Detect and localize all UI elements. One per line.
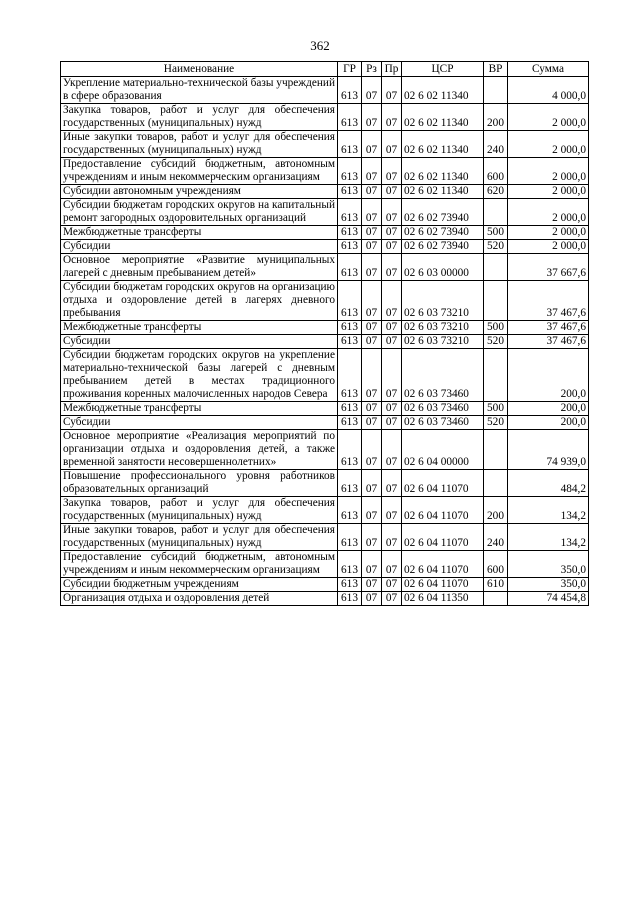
cell-pr: 07 (382, 321, 402, 335)
table-row (61, 349, 589, 402)
cell-pr: 07 (382, 281, 402, 321)
cell-name: Межбюджетные трансферты (61, 402, 338, 416)
table-row (61, 321, 589, 335)
cell-name: Субсидии бюджетам городских округов на капитальный ремонт загородных оздоровительных организаций (61, 199, 338, 226)
cell-gr: 613 (338, 77, 362, 104)
cell-vr: 620 (484, 185, 508, 199)
table-row (61, 199, 589, 226)
cell-pr: 07 (382, 199, 402, 226)
cell-rz: 07 (362, 578, 382, 592)
cell-csr: 02 6 03 73460 (402, 349, 484, 402)
cell-gr: 613 (338, 551, 362, 578)
cell-csr: 02 6 02 73940 (402, 240, 484, 254)
cell-sum: 350,0 (508, 551, 589, 578)
table-row (61, 470, 589, 497)
page-number: 362 (310, 38, 330, 53)
table-row (61, 281, 589, 321)
cell-gr: 613 (338, 254, 362, 281)
column-header-pr: Пр (382, 62, 402, 77)
cell-rz: 07 (362, 416, 382, 430)
cell-sum: 37 467,6 (508, 321, 589, 335)
cell-vr (484, 349, 508, 402)
cell-sum: 484,2 (508, 470, 589, 497)
cell-vr (484, 199, 508, 226)
cell-vr (484, 592, 508, 606)
cell-vr (484, 430, 508, 470)
cell-vr: 500 (484, 402, 508, 416)
cell-vr: 200 (484, 497, 508, 524)
cell-vr: 520 (484, 335, 508, 349)
cell-gr: 613 (338, 349, 362, 402)
cell-gr: 613 (338, 199, 362, 226)
table-row (61, 402, 589, 416)
cell-rz: 07 (362, 226, 382, 240)
table-row (61, 104, 589, 131)
cell-gr: 613 (338, 185, 362, 199)
cell-gr: 613 (338, 335, 362, 349)
cell-rz: 07 (362, 335, 382, 349)
table-row (61, 430, 589, 470)
cell-pr: 07 (382, 185, 402, 199)
cell-name: Предоставление субсидий бюджетным, автономным учреждениям и иным некоммерческим организациям (61, 551, 338, 578)
cell-sum: 4 000,0 (508, 77, 589, 104)
cell-csr: 02 6 03 73210 (402, 281, 484, 321)
cell-gr: 613 (338, 158, 362, 185)
cell-pr: 07 (382, 254, 402, 281)
cell-gr: 613 (338, 524, 362, 551)
cell-name: Повышение профессионального уровня работников образовательных организаций (61, 470, 338, 497)
cell-vr: 500 (484, 321, 508, 335)
cell-rz: 07 (362, 131, 382, 158)
cell-name: Субсидии (61, 240, 338, 254)
cell-name: Субсидии бюджетным учреждениям (61, 578, 338, 592)
cell-vr: 600 (484, 551, 508, 578)
cell-rz: 07 (362, 430, 382, 470)
cell-pr: 07 (382, 416, 402, 430)
cell-rz: 07 (362, 199, 382, 226)
cell-sum: 37 467,6 (508, 335, 589, 349)
cell-sum: 200,0 (508, 416, 589, 430)
cell-rz: 07 (362, 497, 382, 524)
cell-sum: 37 467,6 (508, 281, 589, 321)
cell-sum: 134,2 (508, 497, 589, 524)
cell-name: Закупка товаров, работ и услуг для обеспечения государственных (муниципальных) нужд (61, 497, 338, 524)
column-header-sum: Сумма (508, 62, 589, 77)
cell-rz: 07 (362, 104, 382, 131)
cell-sum: 74 939,0 (508, 430, 589, 470)
cell-rz: 07 (362, 281, 382, 321)
table-row (61, 77, 589, 104)
cell-vr: 500 (484, 226, 508, 240)
cell-csr: 02 6 03 73210 (402, 321, 484, 335)
cell-gr: 613 (338, 104, 362, 131)
cell-vr (484, 281, 508, 321)
column-header-name: Наименование (61, 62, 338, 77)
cell-sum: 2 000,0 (508, 131, 589, 158)
cell-gr: 613 (338, 416, 362, 430)
cell-name: Субсидии автономным учреждениям (61, 185, 338, 199)
cell-sum: 2 000,0 (508, 199, 589, 226)
cell-pr: 07 (382, 77, 402, 104)
cell-name: Субсидии (61, 416, 338, 430)
header-row (61, 62, 589, 77)
cell-vr: 240 (484, 131, 508, 158)
cell-gr: 613 (338, 131, 362, 158)
cell-csr: 02 6 02 73940 (402, 226, 484, 240)
cell-sum: 2 000,0 (508, 185, 589, 199)
table-body (61, 77, 589, 606)
cell-csr: 02 6 04 11070 (402, 578, 484, 592)
cell-pr: 07 (382, 335, 402, 349)
cell-gr: 613 (338, 497, 362, 524)
cell-sum: 2 000,0 (508, 158, 589, 185)
cell-vr: 240 (484, 524, 508, 551)
cell-csr: 02 6 04 11350 (402, 592, 484, 606)
cell-sum: 350,0 (508, 578, 589, 592)
cell-csr: 02 6 04 11070 (402, 551, 484, 578)
cell-csr: 02 6 02 11340 (402, 158, 484, 185)
cell-name: Организация отдыха и оздоровления детей (61, 592, 338, 606)
cell-pr: 07 (382, 402, 402, 416)
cell-rz: 07 (362, 77, 382, 104)
cell-pr: 07 (382, 226, 402, 240)
cell-name: Основное мероприятие «Развитие муниципальных лагерей с дневным пребыванием детей» (61, 254, 338, 281)
table-row (61, 578, 589, 592)
table-row (61, 254, 589, 281)
cell-rz: 07 (362, 240, 382, 254)
cell-name: Межбюджетные трансферты (61, 226, 338, 240)
cell-gr: 613 (338, 578, 362, 592)
cell-sum: 2 000,0 (508, 104, 589, 131)
cell-csr: 02 6 03 73460 (402, 416, 484, 430)
table-row (61, 226, 589, 240)
cell-csr: 02 6 04 11070 (402, 524, 484, 551)
column-header-rz: Рз (362, 62, 382, 77)
cell-vr: 610 (484, 578, 508, 592)
cell-name: Иные закупки товаров, работ и услуг для обеспечения государственных (муниципальных) нужд (61, 524, 338, 551)
table-row (61, 592, 589, 606)
table-row (61, 240, 589, 254)
cell-csr: 02 6 04 00000 (402, 430, 484, 470)
cell-sum: 37 667,6 (508, 254, 589, 281)
table-row (61, 335, 589, 349)
cell-pr: 07 (382, 240, 402, 254)
cell-csr: 02 6 02 11340 (402, 77, 484, 104)
cell-name: Закупка товаров, работ и услуг для обеспечения государственных (муниципальных) нужд (61, 104, 338, 131)
cell-csr: 02 6 03 73460 (402, 402, 484, 416)
table-row (61, 158, 589, 185)
cell-sum: 200,0 (508, 349, 589, 402)
cell-csr: 02 6 04 11070 (402, 470, 484, 497)
table-row (61, 551, 589, 578)
cell-rz: 07 (362, 524, 382, 551)
cell-name: Основное мероприятие «Реализация мероприятий по организации отдыха и оздоровления детей, а также временной занятости несовершеннолетних» (61, 430, 338, 470)
cell-gr: 613 (338, 226, 362, 240)
cell-csr: 02 6 02 11340 (402, 185, 484, 199)
cell-pr: 07 (382, 524, 402, 551)
cell-rz: 07 (362, 185, 382, 199)
cell-gr: 613 (338, 402, 362, 416)
cell-name: Субсидии бюджетам городских округов на организацию отдыха и оздоровление детей в лагерях дневного пребывания (61, 281, 338, 321)
cell-vr (484, 77, 508, 104)
cell-sum: 200,0 (508, 402, 589, 416)
budget-table (60, 61, 589, 606)
cell-name: Предоставление субсидий бюджетным, автономным учреждениям и иным некоммерческим организациям (61, 158, 338, 185)
cell-vr: 200 (484, 104, 508, 131)
cell-pr: 07 (382, 158, 402, 185)
table-row (61, 524, 589, 551)
cell-pr: 07 (382, 497, 402, 524)
cell-pr: 07 (382, 578, 402, 592)
cell-name: Субсидии бюджетам городских округов на укрепление материально-технической базы лагерей с дневным пребыванием детей в местах традиционного проживания коренных малочисленных народов Севера (61, 349, 338, 402)
cell-gr: 613 (338, 240, 362, 254)
cell-pr: 07 (382, 131, 402, 158)
column-header-csr: ЦСР (402, 62, 484, 77)
cell-pr: 07 (382, 470, 402, 497)
cell-gr: 613 (338, 430, 362, 470)
cell-vr (484, 470, 508, 497)
cell-csr: 02 6 04 11070 (402, 497, 484, 524)
cell-vr (484, 254, 508, 281)
cell-sum: 74 454,8 (508, 592, 589, 606)
cell-vr: 520 (484, 416, 508, 430)
cell-rz: 07 (362, 321, 382, 335)
cell-pr: 07 (382, 104, 402, 131)
cell-sum: 134,2 (508, 524, 589, 551)
cell-gr: 613 (338, 592, 362, 606)
cell-pr: 07 (382, 592, 402, 606)
cell-vr: 600 (484, 158, 508, 185)
table-row (61, 131, 589, 158)
column-header-gr: ГР (338, 62, 362, 77)
cell-csr: 02 6 03 73210 (402, 335, 484, 349)
cell-pr: 07 (382, 430, 402, 470)
cell-rz: 07 (362, 592, 382, 606)
cell-rz: 07 (362, 349, 382, 402)
cell-csr: 02 6 03 00000 (402, 254, 484, 281)
cell-gr: 613 (338, 470, 362, 497)
cell-sum: 2 000,0 (508, 226, 589, 240)
cell-gr: 613 (338, 281, 362, 321)
cell-pr: 07 (382, 349, 402, 402)
cell-csr: 02 6 02 11340 (402, 104, 484, 131)
cell-gr: 613 (338, 321, 362, 335)
table-row (61, 185, 589, 199)
column-header-vr: ВР (484, 62, 508, 77)
cell-rz: 07 (362, 551, 382, 578)
cell-csr: 02 6 02 11340 (402, 131, 484, 158)
cell-rz: 07 (362, 158, 382, 185)
cell-rz: 07 (362, 402, 382, 416)
cell-rz: 07 (362, 470, 382, 497)
cell-pr: 07 (382, 551, 402, 578)
cell-csr: 02 6 02 73940 (402, 199, 484, 226)
cell-sum: 2 000,0 (508, 240, 589, 254)
cell-name: Межбюджетные трансферты (61, 321, 338, 335)
cell-name: Иные закупки товаров, работ и услуг для обеспечения государственных (муниципальных) нужд (61, 131, 338, 158)
cell-name: Укрепление материально-технической базы учреждений в сфере образования (61, 77, 338, 104)
cell-rz: 07 (362, 254, 382, 281)
cell-name: Субсидии (61, 335, 338, 349)
cell-vr: 520 (484, 240, 508, 254)
table-row (61, 416, 589, 430)
table-row (61, 497, 589, 524)
